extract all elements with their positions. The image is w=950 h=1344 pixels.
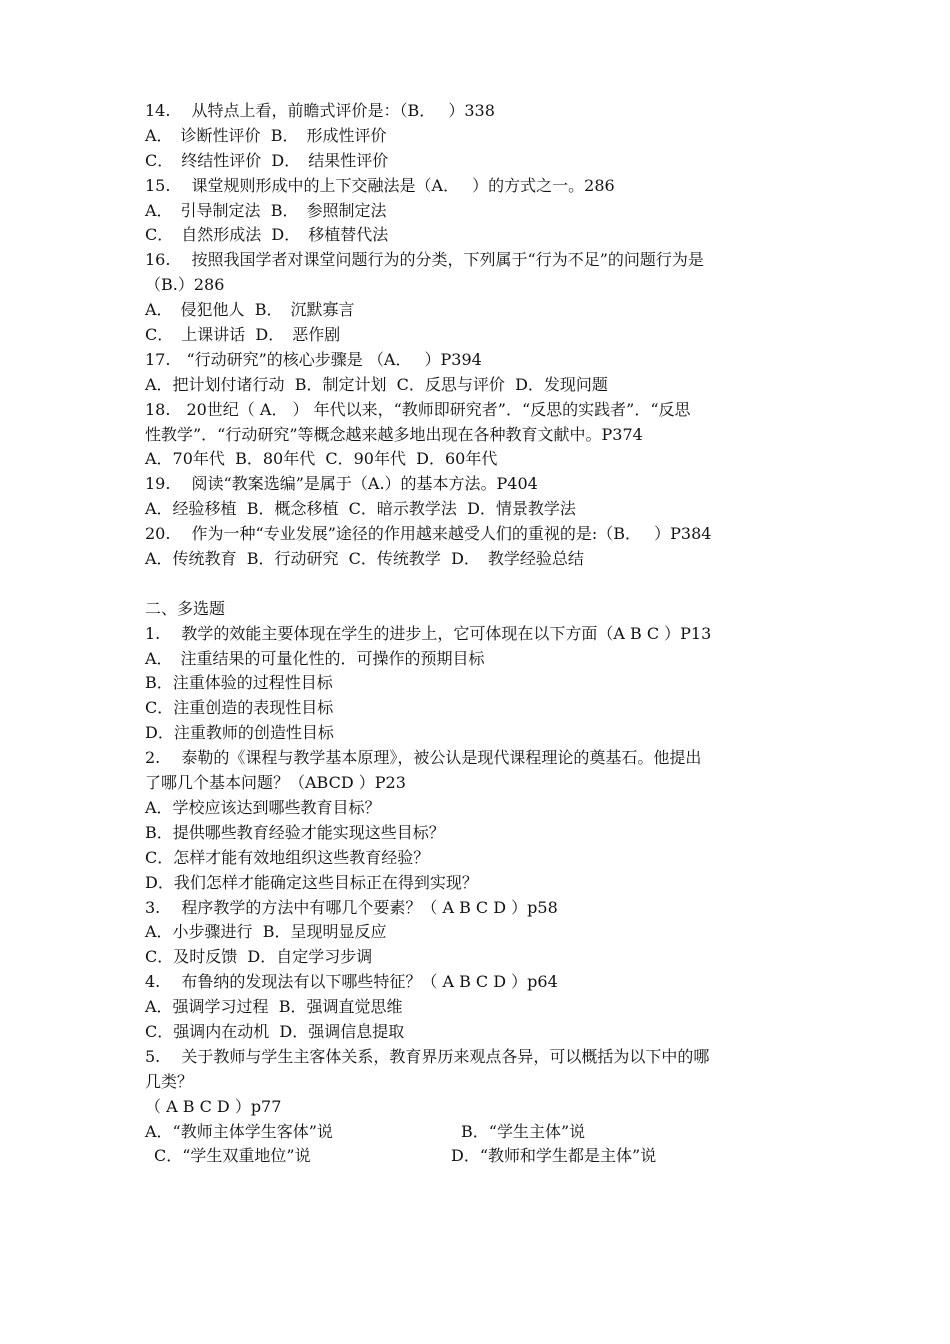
text-line: C．及时反馈 D．自定学习步调	[145, 947, 373, 967]
text-line: C．怎样才能有效地组织这些教育经验？	[145, 847, 430, 867]
text-line: （B.）286	[145, 275, 225, 295]
option-right: B．“学生主体”说	[461, 1121, 586, 1141]
text-line: A．70年代 B．80年代 C．90年代 D．60年代	[145, 449, 498, 469]
text-line: 了哪几个基本问题？（ABCD ）P23	[145, 773, 406, 793]
text-line: A． 诊断性评价 B． 形成性评价	[145, 125, 387, 145]
text-line: 性教学”．“行动研究”等概念越来越多地出现在各种教育文献中。P374	[145, 424, 643, 444]
text-line: 二、多选题	[145, 598, 226, 618]
text-line: A．学校应该达到哪些教育目标？	[145, 797, 381, 817]
blank-line	[145, 572, 813, 597]
text-line: 16. 按照我国学者对课堂问题行为的分类，下列属于“行为不足”的问题行为是	[145, 250, 704, 270]
option-left: C．“学生双重地位”说	[154, 1146, 311, 1166]
text-line: 5. 关于教师与学生主客体关系，教育界历来观点各异，可以概括为以下中的哪	[145, 1046, 710, 1066]
text-line: 2. 泰勒的《课程与教学基本原理》，被公认是现代课程理论的奠基石。他提出	[145, 748, 702, 768]
text-line: C． 上课讲话 D． 恶作剧	[145, 325, 341, 345]
text-line: （ A B C D ）p77	[145, 1096, 282, 1116]
text-line: B．提供哪些教育经验才能实现这些目标？	[145, 822, 445, 842]
text-line: D．我们怎样才能确定这些目标正在得到实现？	[145, 872, 478, 892]
text-line: 19. 阅读“教案选编”是属于（A.）的基本方法。P404	[145, 474, 538, 494]
text-line: A．把计划付诸行动 B．制定计划 C．反思与评价 D．发现问题	[145, 374, 608, 394]
text-line: B．注重体验的过程性目标	[145, 673, 333, 693]
single-choice-section	[145, 99, 813, 572]
text-line: 几类？	[145, 1071, 194, 1091]
text-line: 1. 教学的效能主要体现在学生的进步上，它可体现在以下方面（A B C ）P13	[145, 623, 712, 643]
text-line: C．注重创造的表现性目标	[145, 698, 334, 718]
text-line: A． 引导制定法 B． 参照制定法	[145, 200, 387, 220]
text-line: A．强调学习过程 B．强调直觉思维	[145, 997, 403, 1017]
text-line: A． 注重结果的可量化性的．可操作的预期目标	[145, 648, 485, 668]
option-row	[145, 1144, 813, 1169]
text-line: C． 自然形成法 D． 移植替代法	[145, 225, 389, 245]
text-line: 4. 布鲁纳的发现法有以下哪些特征？（ A B C D ）p64	[145, 972, 558, 992]
text-line: 20. 作为一种“专业发展”途径的作用越来越受人们的重视的是:（B． ）P384	[145, 524, 712, 544]
text-line: C． 终结性评价 D． 结果性评价	[145, 150, 389, 170]
text-line: 18. 20世纪（ A． ） 年代以来，“教师即研究者”．“反思的实践者”．“反思	[145, 399, 691, 419]
option-row	[145, 1120, 813, 1145]
text-line: 14. 从特点上看，前瞻式评价是：（B． ）338	[145, 101, 495, 120]
text-line: 15. 课堂规则形成中的上下交融法是（A． ）的方式之一。286	[145, 175, 615, 195]
text-line: 17. “行动研究”的核心步骤是 （A． ）P394	[145, 349, 482, 369]
text-line: A．经验移植 B．概念移植 C．暗示教学法 D．情景教学法	[145, 499, 576, 519]
text-line: A．小步骤进行 B．呈现明显反应	[145, 922, 387, 942]
text-line: C．强调内在动机 D．强调信息提取	[145, 1021, 405, 1041]
text-line: D．注重教师的创造性目标	[145, 723, 334, 743]
text-line: A．传统教育 B．行动研究 C．传统教学 D． 教学经验总结	[145, 549, 584, 569]
text-line: A． 侵犯他人 B． 沉默寡言	[145, 300, 355, 320]
option-left: A．“教师主体学生客体”说	[145, 1121, 333, 1141]
multiple-choice-section	[145, 597, 813, 1120]
option-right: D．“教师和学生都是主体”说	[451, 1146, 657, 1166]
document-page	[145, 99, 813, 1169]
text-line: 3. 程序教学的方法中有哪几个要素？（ A B C D ）p58	[145, 897, 558, 917]
